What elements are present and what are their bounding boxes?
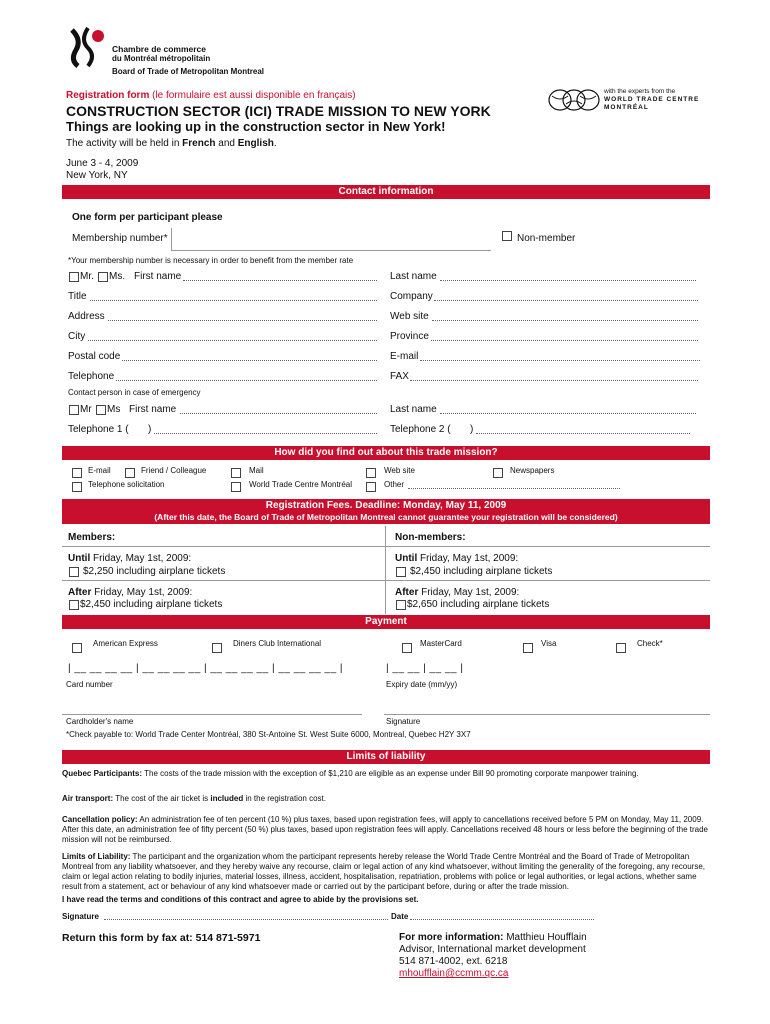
agree-signature-field[interactable] xyxy=(104,919,388,920)
last-name-label: Last name xyxy=(390,271,437,282)
card-number-field[interactable]: | __ __ __ __ | __ __ __ __ | __ __ __ __ | __ __ __ __ | xyxy=(68,663,344,674)
emergency-ms-label: Ms xyxy=(107,404,121,415)
members-after-date: After Friday, May 1st, 2009: xyxy=(68,587,193,598)
amex-label: American Express xyxy=(93,639,158,648)
website-label: Web site xyxy=(390,311,429,322)
source-website-checkbox[interactable] xyxy=(366,468,376,478)
org-line2: du Montréal métropolitain xyxy=(112,54,211,63)
visa-label: Visa xyxy=(541,639,557,648)
members-heading: Members: xyxy=(68,532,116,543)
source-website-label: Web site xyxy=(384,466,415,475)
contact-information-bar: Contact information xyxy=(62,185,710,199)
limits-of-liability-bar: Limits of liability xyxy=(62,750,710,764)
diners-checkbox[interactable] xyxy=(212,643,222,653)
amex-checkbox[interactable] xyxy=(72,643,82,653)
postal-code-label: Postal code xyxy=(68,351,121,362)
postal-code-field[interactable] xyxy=(122,360,377,361)
last-name-field[interactable] xyxy=(440,280,696,281)
source-wtc-checkbox[interactable] xyxy=(231,482,241,492)
how-did-you-find-bar: How did you find out about this trade mission? xyxy=(62,446,710,460)
ms-checkbox[interactable] xyxy=(98,272,108,282)
agree-date-label: Date xyxy=(391,912,409,921)
fax-label: FAX xyxy=(390,371,409,382)
non-members-after-checkbox[interactable] xyxy=(396,600,406,610)
wtc-line2: WORLD TRADE CENTRE xyxy=(604,96,700,103)
one-form-note: One form per participant please xyxy=(72,212,223,223)
event-dates: June 3 - 4, 2009 xyxy=(66,158,139,169)
non-members-until-price: $2,450 including airplane tickets xyxy=(410,566,553,577)
emergency-tel2-field[interactable] xyxy=(476,433,690,434)
telephone-label: Telephone xyxy=(68,371,115,382)
air-transport: Air transport: The cost of the air ticket is included in the registration cost. xyxy=(62,794,326,803)
membership-label: Membership number* xyxy=(72,233,168,244)
more-info-email-link[interactable]: mhoufflain@ccmm.qc.ca xyxy=(399,968,509,979)
source-email-checkbox[interactable] xyxy=(72,468,82,478)
wtc-line3: MONTRÉAL xyxy=(604,104,649,111)
members-until-checkbox[interactable] xyxy=(69,567,79,577)
source-other-field[interactable] xyxy=(408,488,620,489)
emergency-tel1-close: ) xyxy=(148,424,152,435)
website-field[interactable] xyxy=(432,320,698,321)
members-until-price: $2,250 including airplane tickets xyxy=(83,566,226,577)
page-title: CONSTRUCTION SECTOR (ICI) TRADE MISSION TO NEW YORK xyxy=(66,103,491,119)
emergency-first-name-label: First name xyxy=(129,404,177,415)
org-line3: Board of Trade of Metropolitan Montreal xyxy=(112,67,265,76)
check-label: Check* xyxy=(637,639,663,648)
agree-signature-label: Signature xyxy=(62,912,99,921)
visa-checkbox[interactable] xyxy=(523,643,533,653)
agree-statement: I have read the terms and conditions of this contract and agree to abide by the provisions set. xyxy=(62,895,419,904)
emergency-tel1-label: Telephone 1 ( xyxy=(68,424,129,435)
source-mail-checkbox[interactable] xyxy=(231,468,241,478)
source-telephone-label: Telephone solicitation xyxy=(88,480,165,489)
emergency-label: Contact person in case of emergency xyxy=(68,388,201,397)
card-number-label: Card number xyxy=(66,680,113,689)
diners-label: Diners Club International xyxy=(233,639,322,648)
first-name-label: First name xyxy=(134,271,182,282)
source-email-label: E-mail xyxy=(88,466,111,475)
limits-of-liability-text: Limits of Liability: The participant and the organization whom the participant represents hereby release the World Trade Centre Montréal and the Board of Trade of Metropolitan Montreal from any liability whatsoever, and they hereby waive any recourse, claim or legal action of any kind whatsoever, without limiting the generality of the foregoing, any recourse, claim or legal action relating to bodily injuries, material losses, illness, accident, hospitalisation, repatriation, problems with police or legal authorities, or legal actions, whether same result from a statement, act or behaviour of any kind whatsoever made or carried out by the participant before, during or after the trade mission. xyxy=(62,852,706,891)
emergency-last-name-field[interactable] xyxy=(440,413,696,414)
registration-fees-bar xyxy=(62,499,710,524)
expiry-label: Expiry date (mm/yy) xyxy=(386,680,458,689)
emergency-tel2-label: Telephone 2 ( xyxy=(390,424,451,435)
email-field[interactable] xyxy=(420,360,700,361)
telephone-field[interactable] xyxy=(116,380,377,381)
check-checkbox[interactable] xyxy=(616,643,626,653)
emergency-tel1-field[interactable] xyxy=(154,433,377,434)
mastercard-label: MasterCard xyxy=(420,639,462,648)
cancellation-policy: Cancellation policy: An administration fee of ten percent (10 %) plus taxes, based upon registration fees, will apply to cancellations received before 5 PM on Monday, May 11, 2009. After this date, an administration fee of fifty percent (50 %) plus taxes, based upon registration fees will apply. Cancellations received 48 hours or less before the beginning of the trade mission will not be reimbursed. xyxy=(62,815,708,844)
source-friend-checkbox[interactable] xyxy=(125,468,135,478)
non-members-until-checkbox[interactable] xyxy=(396,567,406,577)
ms-label: Ms. xyxy=(109,271,126,282)
members-until-date: Until Friday, May 1st, 2009: xyxy=(68,553,192,564)
mr-label: Mr. xyxy=(80,271,94,282)
title-field[interactable] xyxy=(90,300,377,301)
membership-note: *Your membership number is necessary in order to benefit from the member rate xyxy=(68,256,354,265)
city-field[interactable] xyxy=(88,340,377,341)
signature-line[interactable] xyxy=(384,714,710,715)
source-friend-label: Friend / Colleague xyxy=(141,466,207,475)
globe-icon xyxy=(548,88,600,112)
payment-bar: Payment xyxy=(62,615,710,629)
source-other-checkbox[interactable] xyxy=(366,482,376,492)
source-mail-label: Mail xyxy=(249,466,264,475)
city-label: City xyxy=(68,331,86,342)
non-member-checkbox[interactable] xyxy=(502,231,512,241)
event-location: New York, NY xyxy=(66,170,128,181)
first-name-field[interactable] xyxy=(183,280,377,281)
title-label: Title xyxy=(68,291,87,302)
province-field[interactable] xyxy=(431,340,698,341)
fees-note: (After this date, the Board of Trade of Metropolitan Montreal cannot guarantee your registration will be considered) xyxy=(154,512,618,522)
more-info-contact: For more information: Matthieu Houfflain xyxy=(399,932,587,943)
company-label: Company xyxy=(390,291,433,302)
more-info-title: Advisor, International market development xyxy=(399,944,586,955)
check-payable-note: *Check payable to: World Trade Center Montréal, 380 St-Antoine St. West Suite 6000, Montreal, Quebec H2Y 3X7 xyxy=(66,730,471,739)
non-members-after-date: After Friday, May 1st, 2009: xyxy=(395,587,520,598)
emergency-tel2-close: ) xyxy=(470,424,474,435)
emergency-last-name-label: Last name xyxy=(390,404,437,415)
quebec-participants: Quebec Participants: The costs of the trade mission with the exception of $1,210 are eligible as an expense under Bill 90 promoting corporate manpower training. xyxy=(62,769,639,778)
signature-label: Signature xyxy=(386,717,421,726)
mr-checkbox[interactable] xyxy=(69,272,79,282)
non-members-heading: Non-members: xyxy=(395,532,466,543)
language-note: The activity will be held in French and English. xyxy=(66,138,277,149)
source-newspapers-label: Newspapers xyxy=(510,466,555,475)
members-after-price: $2,450 including airplane tickets xyxy=(80,599,223,610)
source-other-label: Other xyxy=(384,480,405,489)
address-label: Address xyxy=(68,311,105,322)
address-field[interactable] xyxy=(108,320,377,321)
fax-return: Return this form by fax at: 514 871-5971 xyxy=(62,932,261,944)
fax-field[interactable] xyxy=(410,380,698,381)
org-line1: Chambre de commerce xyxy=(112,44,207,54)
ccmm-logo-icon xyxy=(62,26,110,68)
more-information xyxy=(399,932,587,980)
non-members-until-date: Until Friday, May 1st, 2009: xyxy=(395,553,519,564)
members-after-checkbox[interactable] xyxy=(69,600,79,610)
emergency-ms-checkbox[interactable] xyxy=(96,405,106,415)
mastercard-checkbox[interactable] xyxy=(402,643,412,653)
cardholder-line[interactable] xyxy=(62,714,362,715)
registration-form-label: Registration form (le formulaire est aussi disponible en français) xyxy=(66,90,356,101)
non-member-label: Non-member xyxy=(517,233,576,244)
source-wtc-label: World Trade Centre Montréal xyxy=(249,480,353,489)
expiry-field[interactable]: | __ __ | __ __ | xyxy=(386,663,464,674)
province-label: Province xyxy=(390,331,429,342)
agree-date-field[interactable] xyxy=(410,919,594,920)
emergency-mr-label: Mr xyxy=(80,404,92,415)
page-subtitle: Things are looking up in the construction sector in New York! xyxy=(66,119,446,134)
wtc-line1: with the experts from the xyxy=(604,88,676,95)
emergency-first-name-field[interactable] xyxy=(180,413,377,414)
more-info-phone: 514 871-4002, ext. 6218 xyxy=(399,956,508,967)
non-members-after-price: $2,650 including airplane tickets xyxy=(407,599,550,610)
cardholder-label: Cardholder's name xyxy=(66,717,134,726)
source-telephone-checkbox[interactable] xyxy=(72,482,82,492)
source-newspapers-checkbox[interactable] xyxy=(493,468,503,478)
company-field[interactable] xyxy=(434,300,698,301)
fees-deadline: Registration Fees. Deadline: Monday, May 11, 2009 xyxy=(265,500,507,511)
email-label: E-mail xyxy=(390,351,419,362)
emergency-mr-checkbox[interactable] xyxy=(69,405,79,415)
